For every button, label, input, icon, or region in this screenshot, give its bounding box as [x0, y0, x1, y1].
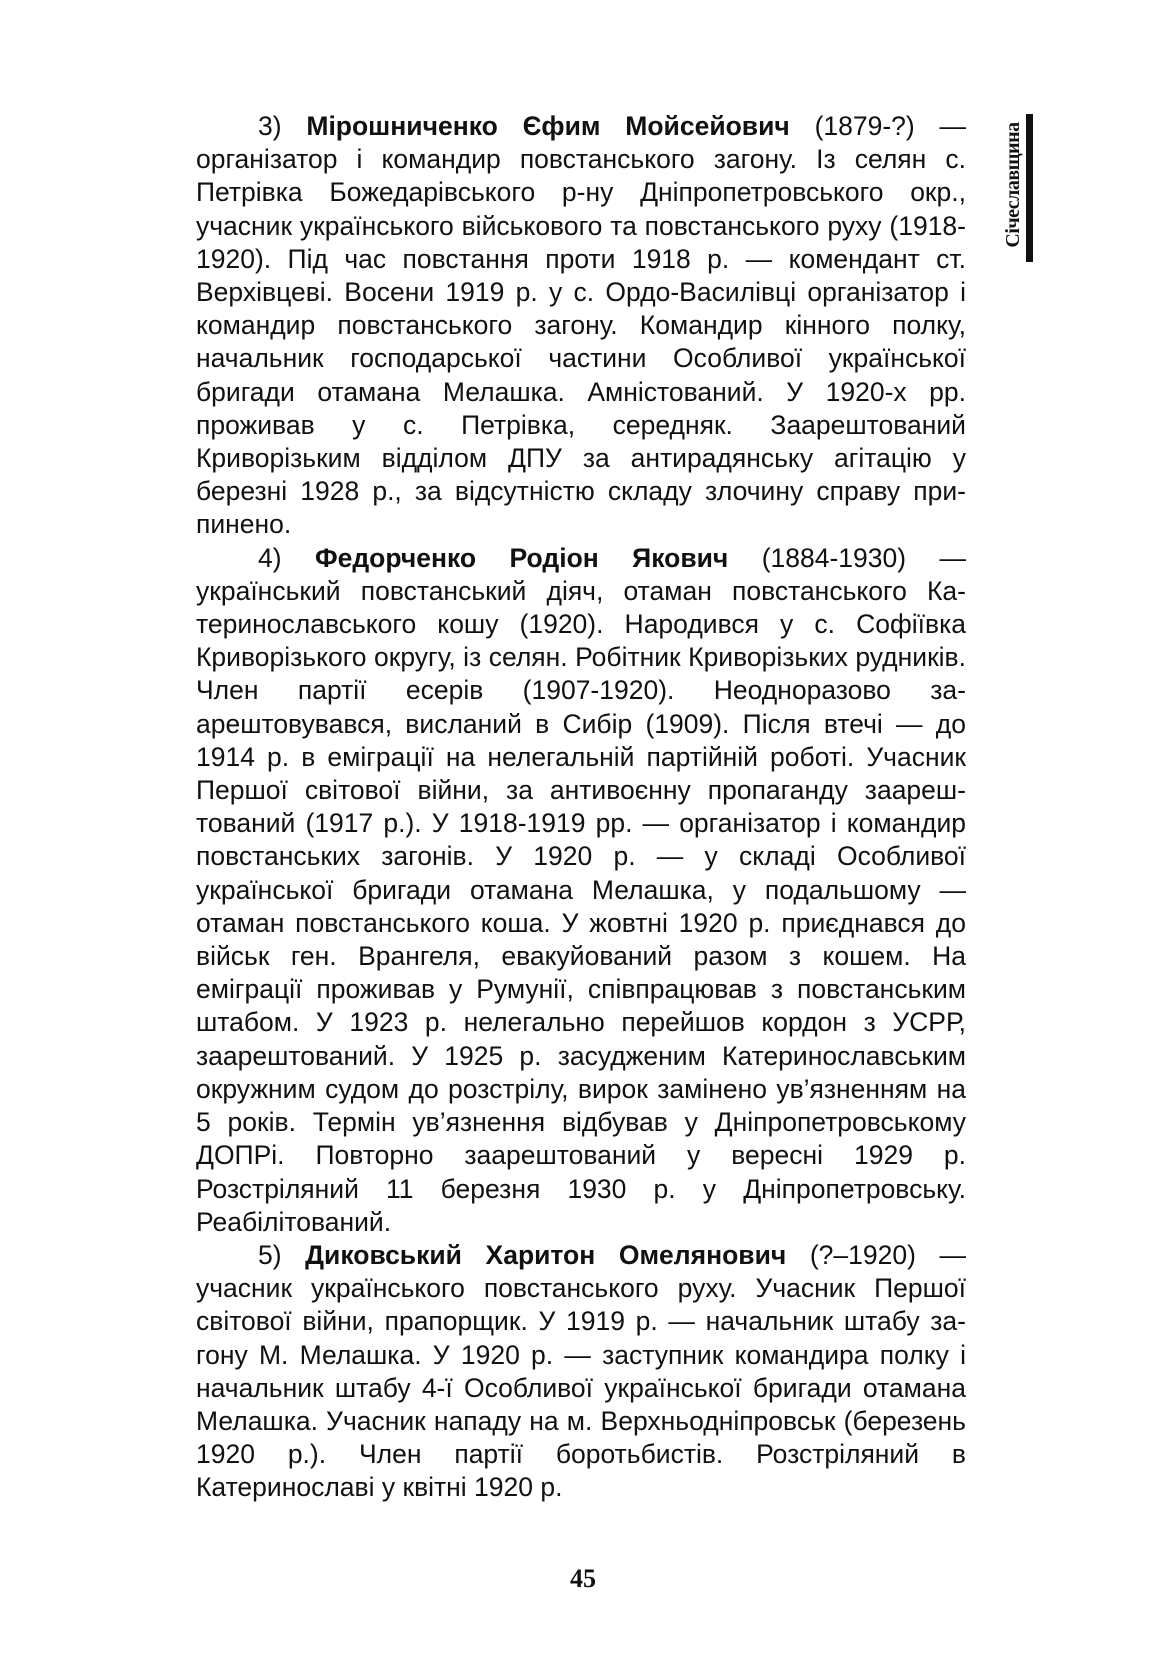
biography-entry-3 [196, 110, 966, 542]
entry-text: (1879-?) — організатор і командир повстанського загону. Із селян с. Петрівка Божедарівського р-ну Дніпропетровського окр., учасник українського військового та повстанського руху (1918-1920). Під час повстання проти 1918 р. — комендант ст. Верхівцеві. Восени 1919 р. у с. Ордо-Василівці організатор і командир повстанського загону. Командир кінного полку, начальник господарської частини Особливої української бригади отамана Мелашка. Амністований. У 1920-х рр. проживав у с. Петрівка, середняк. Заарештований Криворізьким відділом ДПУ за антирадянську агітацію у березні 1928 р., за відсутністю складу злочину справу припинено. [196, 111, 967, 540]
person-name: Федорченко Родіон Якович [315, 542, 729, 573]
page-body-text [196, 110, 966, 1505]
side-running-head-label: Січеславщина [1002, 122, 1024, 248]
page-number: 45 [570, 1564, 596, 1593]
entry-number: 4) [258, 542, 282, 573]
side-running-head [996, 112, 1034, 264]
entry-number: 5) [258, 1239, 282, 1270]
person-name: Мірошниченко Єфим Мойсейович [306, 111, 790, 141]
biography-entry-5 [196, 1239, 966, 1505]
person-name: Диковський Харитон Омелянович [305, 1239, 787, 1270]
entry-text: (1884-1930) — український повстанський діяч, отаман повстанського Катеринославського кошу (1920). Народився у с. Софіївка Криворізького округу, із селян. Робітник Криворізьких рудників. Член партії есерів (1907-1920). Неодноразово заарештовувався, висланий в Сибір (1909). Після втечі — до 1914 р. в еміграції на нелегальній партійній роботі. Учасник Першої світової війни, за антивоєнну пропаганду заарештований (1917 р.). У 1918-1919 рр. — організатор і командир повстанських загонів. У 1920 р. — у складі Особливої української бригади отамана Мелашка, у подальшому — отаман повстанського коша. У жовтні 1920 р. приєднався до військ ген. Врангеля, евакуйований разом з кошем. На еміграції проживав у Румунії, співпрацював з повстанським штабом. У 1923 р. нелегально перейшов кордон з УСРР, заарештований. У 1925 р. засудженим Катеринославським окружним судом до розстрілу, вирок замінено ув’язненням на 5 років. Термін ув’язнення відбував у Дніпропетровському ДОПРі. Повторно заарештований у вересні 1929 р. Розстріляний 11 березня 1930 р. у Дніпропетровську. Реабілітований. [196, 542, 966, 1237]
side-running-head-bar [1026, 114, 1033, 262]
entry-number: 3) [258, 111, 282, 141]
entry-text: (?–1920) — учасник українського повстанського руху. Учасник Першої світової війни, прапорщик. У 1919 р. — начальник штабу загону М. Мелашка. У 1920 р. — заступник командира полку і начальник штабу 4-ї Особливої української бригади отамана Мелашка. Учасник нападу на м. Верхньодніпровськ (березень 1920 р.). Член партії боротьбистів. Розстріляний в Катеринославі у квітні 1920 р. [196, 1239, 966, 1503]
biography-entry-4 [196, 542, 966, 1239]
